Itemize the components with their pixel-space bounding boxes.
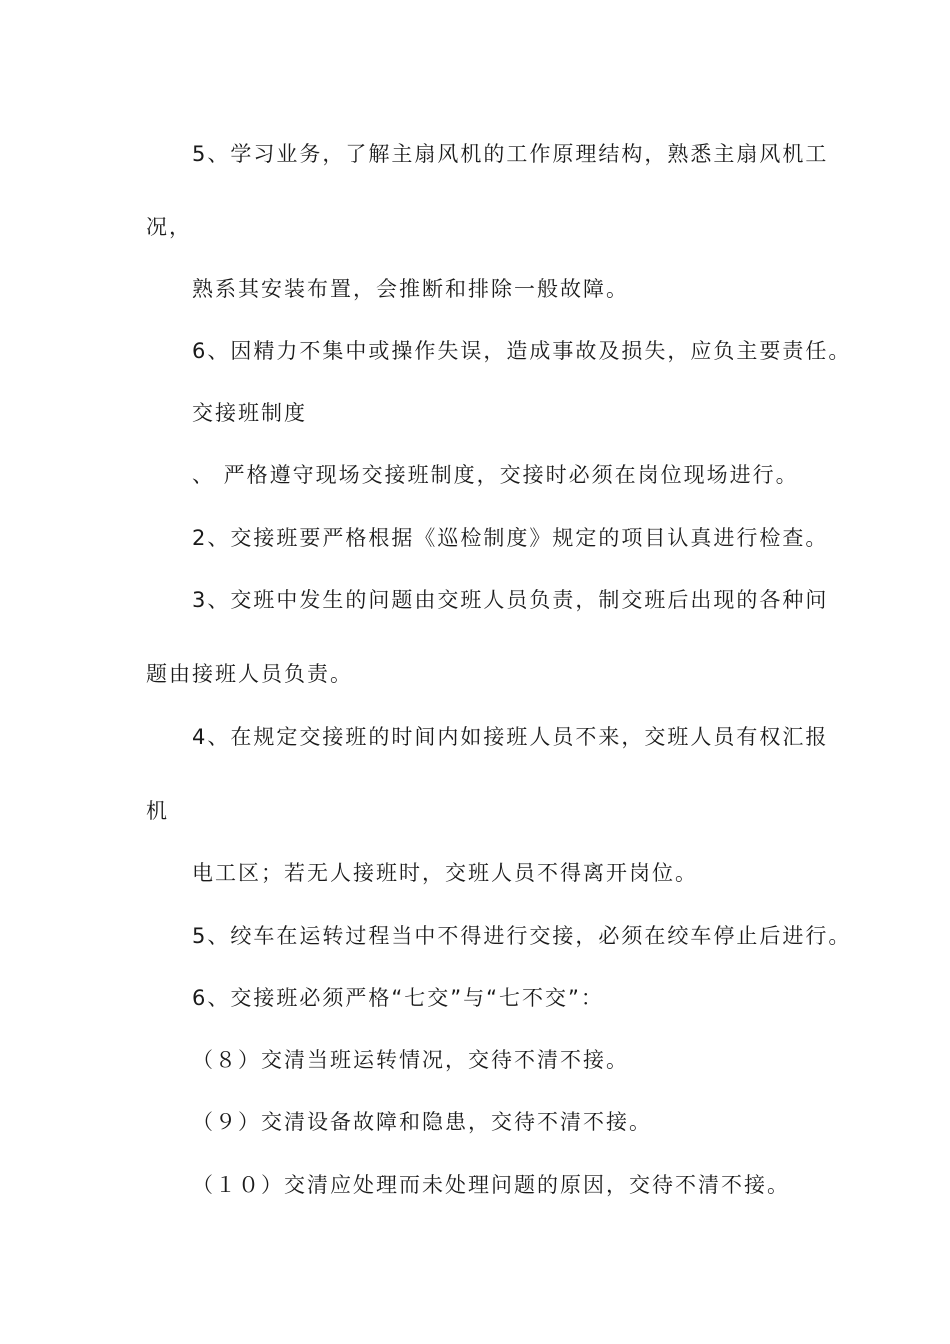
paragraph-continuation: 况， (146, 215, 192, 239)
list-item-8: （８）交清当班运转情况，交待不清不接。 (192, 1048, 629, 1072)
paragraph-continuation: 机 (146, 799, 169, 823)
section-heading: 交接班制度 (192, 401, 307, 425)
paragraph-item-6-seven-rules: 6、交接班必须严格“七交”与“七不交”： (192, 986, 604, 1010)
paragraph-item-4-absence: 4、在规定交接班的时间内如接班人员不来，交班人员有权汇报 (192, 725, 829, 749)
list-item-9: （９）交清设备故障和隐患，交待不清不接。 (192, 1110, 652, 1134)
paragraph-item-1-handover: 、 严格遵守现场交接班制度，交接时必须在岗位现场进行。 (192, 463, 799, 487)
paragraph-continuation: 熟系其安装布置，会推断和排除一般故障。 (192, 277, 629, 301)
paragraph-item-6-responsibility: 6、因精力不集中或操作失误，造成事故及损失，应负主要责任。 (192, 339, 852, 363)
paragraph-item-3-problems: 3、交班中发生的问题由交班人员负责，制交班后出现的各种问 (192, 588, 829, 612)
paragraph-item-2-inspection: 2、交接班要严格根据《巡检制度》规定的项目认真进行检查。 (192, 526, 829, 550)
paragraph-continuation: 题由接班人员负责。 (146, 662, 353, 686)
paragraph-item-5-study: 5、学习业务，了解主扇风机的工作原理结构，熟悉主扇风机工 (192, 142, 829, 166)
paragraph-continuation: 电工区；若无人接班时，交班人员不得离开岗位。 (192, 861, 698, 885)
paragraph-item-5-winch: 5、绞车在运转过程当中不得进行交接，必须在绞车停止后进行。 (192, 924, 852, 948)
list-item-10: （１０）交清应处理而未处理问题的原因，交待不清不接。 (192, 1173, 790, 1197)
